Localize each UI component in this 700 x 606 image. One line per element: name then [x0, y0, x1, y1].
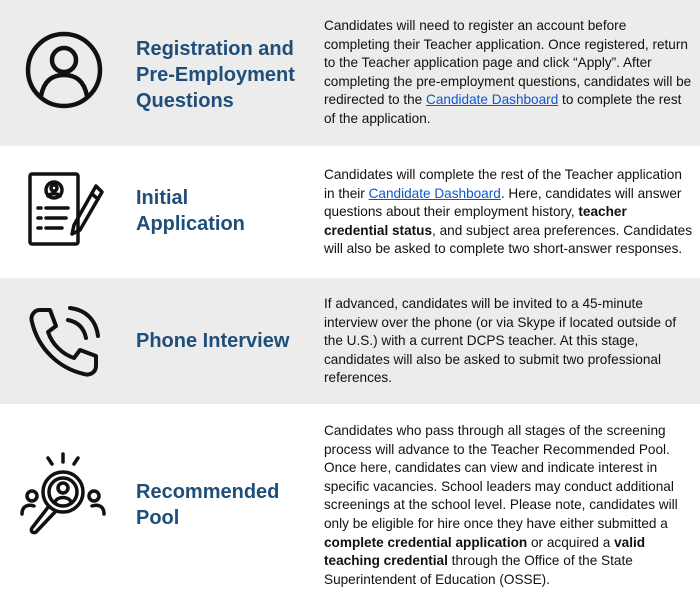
talent-search-icon: [18, 450, 108, 540]
candidate-dashboard-link[interactable]: Candidate Dashboard: [368, 185, 501, 201]
step-description: If advanced, candidates will be invited to a 45-minute interview over the phone (or via Skype if located outside of the U.S.) with a current DCPS teacher. At this stage, candidates will also be asked to submit two professional references.: [324, 296, 677, 386]
step-initial-application: [0, 146, 700, 278]
step-registration: [0, 0, 700, 146]
step-recommended-pool: [0, 404, 700, 606]
user-profile-icon: [22, 28, 106, 112]
step-title: Registration and Pre-Employment Questions: [136, 38, 295, 112]
step-phone-interview: [0, 278, 700, 404]
step-description: Candidates will need to register an account before completing their Teacher application. Once registered, return to the Teacher application page and click “Apply”. After completing the pre-employment questions, candidates will be redirected to the Candidate Dashboard to complete the rest of the application.: [324, 18, 692, 126]
step-title: Recommended Pool: [136, 481, 280, 529]
application-form-icon: [22, 168, 106, 252]
step-title: Phone Interview: [136, 330, 290, 352]
step-description: Candidates will complete the rest of the Teacher application in their Candidate Dashboard. Here, candidates will answer questions about their employment history, teacher credential status, and subject area preferences. Candidates will also be asked to complete two short-answer responses.: [324, 167, 693, 257]
phone-icon: [22, 300, 106, 384]
step-description: Candidates who pass through all stages of the screening process will advance to the Teacher Recommended Pool. Once here, candidates can view and indicate interest in specific vacancies. School leaders may conduct additional screenings at the school level. Please note, candidates will only be eligible for hire once they have either submitted a complete credential application or acquired a valid teaching credential through the Office of the State Superintendent of Education (OSSE).: [324, 423, 678, 587]
candidate-dashboard-link[interactable]: Candidate Dashboard: [426, 92, 559, 108]
step-title: Initial Application: [136, 187, 245, 235]
